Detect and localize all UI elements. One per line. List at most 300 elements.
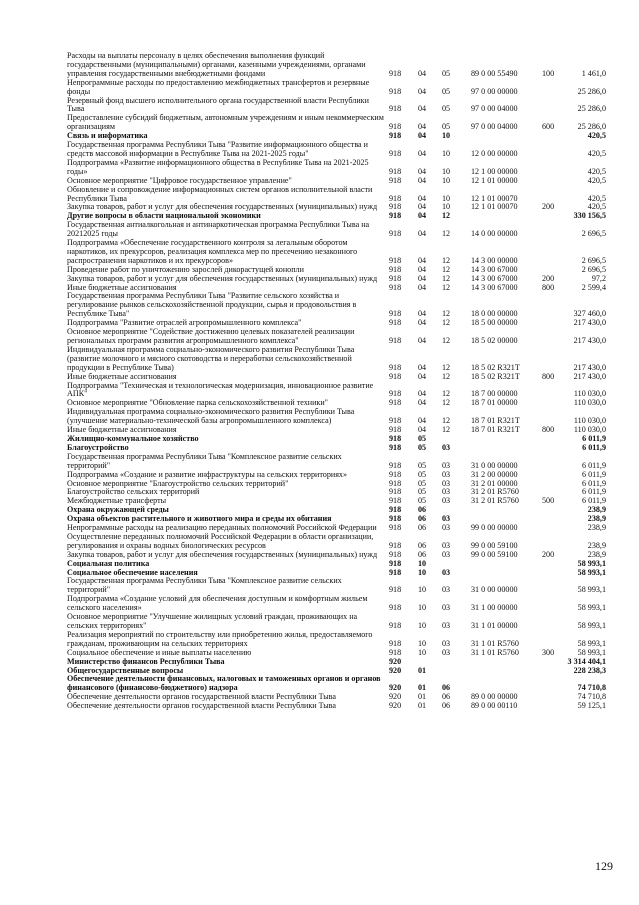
row-amount: 217 430,0: [573, 362, 606, 372]
row-expense-type-code: 800: [542, 425, 555, 435]
table-row: [0, 702, 639, 711]
row-subsection-code: 12: [442, 389, 451, 399]
row-amount: 420,5: [587, 202, 606, 212]
row-name: Благоустройство: [67, 442, 129, 452]
row-amount: 238,9: [587, 549, 606, 559]
row-subsection-code: 12: [442, 398, 451, 408]
row-name: Благоустройство сельских территорий: [67, 487, 200, 497]
row-ved-code: 918: [389, 558, 402, 568]
row-name: Другие вопросы в области национальной экономики: [67, 211, 261, 221]
row-expense-type-code: 800: [542, 371, 555, 381]
row-ved-code: 918: [389, 442, 402, 452]
row-target-code: 31 2 01 R5760: [471, 487, 519, 497]
row-target-code: 97 0 00 00000: [471, 86, 518, 96]
row-amount: 58 993,1: [577, 647, 606, 657]
row-subsection-code: 12: [442, 425, 451, 435]
row-section-code: 10: [418, 638, 427, 648]
row-amount: 110 030,0: [573, 398, 606, 408]
row-amount: 238,9: [587, 523, 606, 533]
row-target-code: 99 0 00 59100: [471, 549, 518, 559]
row-subsection-code: 03: [442, 621, 451, 630]
row-name: Социальное обеспечение населения: [67, 567, 198, 577]
row-target-code: 18 0 00 00000: [471, 309, 518, 319]
row-section-code: 05: [418, 469, 427, 479]
row-section-code: 05: [418, 478, 427, 488]
row-subsection-code: 03: [442, 540, 451, 550]
row-target-code: 12 1 01 00070: [471, 193, 518, 203]
row-name: Общегосударственные вопросы: [67, 665, 184, 675]
row-target-code: 97 0 00 04000: [471, 104, 518, 114]
row-ved-code: 920: [389, 683, 402, 693]
row-name: Проведение работ по уничтожению зарослей дикорастущей конопли: [67, 264, 304, 274]
row-subsection-code: 06: [442, 701, 451, 711]
row-ved-code: 918: [389, 131, 402, 141]
row-amount: 58 993,1: [577, 603, 606, 613]
row-subsection-code: 10: [442, 166, 451, 176]
row-section-code: 10: [418, 647, 427, 657]
row-ved-code: 918: [389, 255, 402, 265]
row-name: Социальная политика: [67, 558, 150, 568]
row-target-code: 89 0 00 00110: [471, 701, 518, 711]
row-amount: 420,5: [587, 175, 606, 185]
row-name: Охрана окружающей среды: [67, 505, 169, 515]
row-subsection-code: 03: [442, 478, 451, 488]
row-name: Закупка товаров, работ и услуг для обеспечения государственных (муниципальных) нужд: [67, 273, 378, 283]
row-subsection-code: 03: [442, 549, 451, 559]
table-row: [0, 52, 639, 79]
row-name: Предоставление субсидий бюджетным, автономным учреждениям и иным некоммерческим организациям: [67, 113, 384, 132]
row-section-code: 04: [418, 202, 427, 212]
row-amount: 2 599,4: [581, 282, 606, 292]
row-target-code: 18 5 02 R321T: [471, 362, 520, 372]
row-name: Подпрограмма "Техническая и технологическая модернизация, инновационное развитие АПК": [67, 380, 374, 399]
row-name: Реализация мероприятий по строительству или приобретению жилья, предоставляемого гражданам, проживающим на сельских территориях: [67, 629, 373, 648]
row-section-code: 04: [418, 282, 427, 292]
table-row: [0, 613, 639, 631]
row-target-code: 31 2 01 00000: [471, 478, 518, 488]
row-subsection-code: 03: [442, 496, 451, 506]
row-amount: 6 011,9: [582, 496, 606, 506]
row-amount: 6 011,9: [582, 442, 606, 452]
row-ved-code: 918: [389, 398, 402, 408]
row-target-code: 12 1 00 00000: [471, 166, 518, 176]
row-amount: 110 030,0: [573, 425, 606, 435]
row-amount: 420,5: [587, 131, 606, 141]
row-ved-code: 918: [389, 585, 402, 595]
table-row: [0, 453, 639, 471]
row-ved-code: 918: [389, 416, 402, 426]
row-ved-code: 918: [389, 318, 402, 328]
row-target-code: 31 1 01 00000: [471, 621, 518, 630]
row-ved-code: 918: [389, 567, 402, 577]
row-amount: 330 156,5: [573, 211, 606, 221]
row-amount: 2 696,5: [581, 264, 606, 274]
table-row: [0, 141, 639, 159]
row-section-code: 04: [418, 131, 427, 141]
row-amount: 58 993,1: [577, 621, 606, 630]
row-ved-code: 918: [389, 371, 402, 381]
row-section-code: 06: [418, 540, 427, 550]
row-name: Основное мероприятие "Цифровое государственное управление": [67, 175, 292, 185]
row-amount: 6 011,9: [582, 478, 606, 488]
row-target-code: 14 3 00 67000: [471, 282, 518, 292]
row-ved-code: 918: [389, 487, 402, 497]
table-row: [0, 159, 639, 177]
table-row: [0, 292, 639, 319]
page-number: 129: [595, 859, 613, 873]
row-section-code: 10: [418, 603, 427, 613]
table-row: [0, 328, 639, 346]
row-name: Иные бюджетные ассигнования: [67, 371, 177, 381]
row-name: Обеспечение деятельности органов государственной власти Республики Тыва: [67, 701, 336, 711]
row-subsection-code: 12: [442, 416, 451, 426]
row-ved-code: 918: [389, 193, 402, 203]
row-name: Подпрограмма «Развитие информационного общества в Республике Тыва на 2021-2025 годы»: [67, 157, 369, 176]
row-subsection-code: 12: [442, 273, 451, 283]
row-amount: 6 011,9: [582, 460, 606, 470]
row-target-code: 99 0 00 59100: [471, 540, 518, 550]
row-ved-code: 918: [389, 211, 402, 221]
row-subsection-code: 03: [442, 514, 451, 524]
row-subsection-code: 10: [442, 148, 451, 158]
row-name: Непрограммные расходы по предоставлению межбюджетных трансфертов и резервные фонды: [67, 77, 370, 96]
table-row: [0, 577, 639, 595]
row-ved-code: 918: [389, 273, 402, 283]
row-section-code: 05: [418, 487, 427, 497]
row-amount: 25 286,0: [577, 104, 606, 114]
row-name: Закупка товаров, работ и услуг для обеспечения государственных (муниципальных) нужд: [67, 549, 378, 559]
row-name: Подпрограмма «Обеспечение государственного контроля за легальным оборотом наркотиков, их прекурсоров, реализация комплекса мер по пресечению незаконного распространения наркотиков и их прекурсоров»: [67, 238, 358, 265]
row-ved-code: 920: [389, 656, 402, 666]
row-amount: 228 238,3: [573, 665, 606, 675]
row-subsection-code: 12: [442, 211, 451, 221]
row-section-code: 04: [418, 148, 427, 158]
row-section-code: 10: [418, 567, 427, 577]
row-name: Социальное обеспечение и иные выплаты населению: [67, 647, 252, 657]
row-section-code: 04: [418, 425, 427, 435]
row-amount: 58 993,1: [577, 638, 606, 648]
row-section-code: 06: [418, 514, 427, 524]
row-amount: 110 030,0: [573, 416, 606, 426]
row-ved-code: 918: [389, 175, 402, 185]
row-section-code: 01: [418, 692, 427, 702]
row-name: Основное мероприятие "Содействие достижению целевых показателей реализации региональных программ развития агропромышленного комплекса": [67, 327, 355, 345]
row-ved-code: 918: [389, 122, 402, 132]
row-amount: 6 011,9: [582, 487, 606, 497]
row-name: Иные бюджетные ассигнования: [67, 282, 177, 292]
row-expense-type-code: 300: [542, 647, 555, 657]
row-name: Жилищно-коммунальное хозяйство: [67, 433, 199, 443]
row-amount: 1 461,0: [581, 68, 606, 78]
row-subsection-code: 05: [442, 104, 451, 114]
row-section-code: 04: [418, 68, 427, 78]
row-ved-code: 918: [389, 202, 402, 212]
row-target-code: 14 3 00 67000: [471, 264, 518, 274]
row-target-code: 97 0 00 04000: [471, 122, 518, 132]
row-expense-type-code: 200: [542, 202, 555, 212]
row-ved-code: 918: [389, 86, 402, 96]
row-amount: 2 696,5: [581, 255, 606, 265]
row-expense-type-code: 800: [542, 282, 555, 292]
row-amount: 110 030,0: [573, 389, 606, 399]
row-name: Государственная программа Республики Тыва "Комплексное развитие сельских территорий": [67, 451, 342, 470]
row-section-code: 05: [418, 496, 427, 506]
table-row: [0, 97, 639, 115]
row-section-code: 04: [418, 86, 427, 96]
row-target-code: 31 0 00 00000: [471, 585, 518, 595]
row-subsection-code: 12: [442, 309, 451, 319]
row-amount: 420,5: [587, 193, 606, 203]
row-ved-code: 920: [389, 701, 402, 711]
row-subsection-code: 03: [442, 487, 451, 497]
row-subsection-code: 12: [442, 362, 451, 372]
row-name: Министерство финансов Республики Тыва: [67, 656, 225, 666]
row-section-code: 04: [418, 416, 427, 426]
row-subsection-code: 12: [442, 229, 451, 239]
row-section-code: 10: [418, 585, 427, 595]
row-name: Связь и информатика: [67, 131, 148, 141]
row-target-code: 12 1 01 00070: [471, 202, 518, 212]
row-section-code: 05: [418, 442, 427, 452]
row-target-code: 12 1 01 00000: [471, 175, 518, 185]
row-section-code: 04: [418, 166, 427, 176]
row-subsection-code: 12: [442, 318, 451, 328]
row-amount: 58 993,1: [577, 567, 606, 577]
row-target-code: 18 7 01 R321T: [471, 416, 520, 426]
row-subsection-code: 10: [442, 202, 451, 212]
row-section-code: 04: [418, 193, 427, 203]
row-subsection-code: 03: [442, 442, 451, 452]
row-name: Индивидуальная программа социально-экономического развития Республики Тыва (улучшение материально-технической базы агропромышленного комплекса): [67, 407, 355, 426]
table-row: [0, 186, 639, 204]
row-amount: 238,9: [587, 514, 606, 524]
row-name: Обеспечение деятельности органов государственной власти Республики Тыва: [67, 692, 336, 702]
row-ved-code: 918: [389, 229, 402, 239]
row-name: Расходы на выплаты персоналу в целях обеспечения выполнения функций государственными (муниципальными) органами, казенными учреждениями, органами управления государственными внебюджетными фондами: [67, 51, 366, 78]
row-section-code: 06: [418, 523, 427, 533]
row-amount: 6 011,9: [582, 433, 606, 443]
row-subsection-code: 05: [442, 86, 451, 96]
row-target-code: 18 7 01 00000: [471, 398, 518, 408]
row-subsection-code: 03: [442, 460, 451, 470]
row-amount: 58 993,1: [577, 558, 606, 568]
table-row: [0, 114, 639, 132]
row-subsection-code: 12: [442, 264, 451, 274]
row-target-code: 18 7 01 R321T: [471, 425, 520, 435]
row-name: Основное мероприятие "Благоустройство сельских территорий": [67, 478, 289, 488]
row-subsection-code: 12: [442, 371, 451, 381]
row-name: Обеспечение деятельности финансовых, налоговых и таможенных органов и органов финансового (финансово-бюджетного) надзора: [67, 674, 381, 693]
row-ved-code: 918: [389, 469, 402, 479]
row-amount: 59 125,1: [577, 701, 606, 711]
row-section-code: 01: [418, 701, 427, 711]
row-ved-code: 918: [389, 148, 402, 158]
row-name: Подпрограмма "Развитие отраслей агропромышленного комплекса": [67, 318, 302, 328]
row-amount: 25 286,0: [577, 86, 606, 96]
row-ved-code: 920: [389, 692, 402, 702]
row-name: Резервный фонд высшего исполнительного органа государственной власти Республики Тыва: [67, 95, 369, 114]
row-target-code: 31 1 00 00000: [471, 603, 518, 613]
row-section-code: 04: [418, 371, 427, 381]
row-target-code: 14 0 00 00000: [471, 229, 518, 239]
row-section-code: 04: [418, 362, 427, 372]
table-row: [0, 595, 639, 613]
row-name: Закупка товаров, работ и услуг для обеспечения государственных (муниципальных) нужд: [67, 202, 378, 212]
row-ved-code: 918: [389, 336, 402, 345]
row-amount: 25 286,0: [577, 122, 606, 132]
row-section-code: 05: [418, 433, 427, 443]
row-target-code: 18 5 02 00000: [471, 336, 518, 345]
row-section-code: 04: [418, 273, 427, 283]
row-ved-code: 918: [389, 621, 402, 630]
row-amount: 238,9: [587, 540, 606, 550]
row-ved-code: 918: [389, 264, 402, 274]
row-subsection-code: 10: [442, 131, 451, 141]
row-section-code: 04: [418, 318, 427, 328]
row-name: Индивидуальная программа социально-экономического развития Республики Тыва (развитие молочного и мясного скотоводства и переработки сельскохозяйственной продукции в Республике Тыва): [67, 344, 355, 372]
row-section-code: 04: [418, 175, 427, 185]
row-section-code: 04: [418, 104, 427, 114]
row-section-code: 06: [418, 549, 427, 559]
row-ved-code: 920: [389, 665, 402, 675]
row-section-code: 04: [418, 122, 427, 132]
row-section-code: 04: [418, 264, 427, 274]
row-target-code: 14 3 00 67000: [471, 273, 518, 283]
row-ved-code: 918: [389, 460, 402, 470]
table-row: [0, 631, 639, 649]
row-target-code: 31 0 00 00000: [471, 460, 518, 470]
row-target-code: 31 2 01 R5760: [471, 496, 519, 506]
row-ved-code: 918: [389, 309, 402, 319]
row-subsection-code: 12: [442, 282, 451, 292]
row-section-code: 04: [418, 398, 427, 408]
row-name: Обновление и сопровождение информационных систем органов исполнительной власти Республики Тыва: [67, 184, 373, 203]
row-subsection-code: 05: [442, 68, 451, 78]
row-subsection-code: 12: [442, 255, 451, 265]
row-amount: 3 314 404,1: [567, 656, 606, 666]
row-expense-type-code: 200: [542, 549, 555, 559]
row-ved-code: 918: [389, 425, 402, 435]
row-name: Межбюджетные трансферты: [67, 496, 167, 506]
table-row: [0, 79, 639, 97]
row-section-code: 10: [418, 558, 427, 568]
row-target-code: 18 5 00 00000: [471, 318, 518, 328]
row-amount: 238,9: [587, 505, 606, 515]
row-amount: 97,2: [591, 273, 606, 283]
row-amount: 217 430,0: [573, 318, 606, 328]
row-amount: 58 993,1: [577, 585, 606, 595]
row-expense-type-code: 100: [542, 68, 555, 78]
row-target-code: 31 1 01 R5760: [471, 647, 519, 657]
row-ved-code: 918: [389, 362, 402, 372]
table-row: [0, 533, 639, 551]
row-ved-code: 918: [389, 549, 402, 559]
row-target-code: 18 5 02 R321T: [471, 371, 520, 381]
row-ved-code: 918: [389, 603, 402, 613]
row-section-code: 04: [418, 229, 427, 239]
table-row: [0, 382, 639, 400]
row-name: Государственная программа Республики Тыва "Развитие сельского хозяйства и регулирование рынков сельскохозяйственной продукции, сырья и продовольствия в Республике Тыва": [67, 291, 357, 319]
row-subsection-code: 03: [442, 469, 451, 479]
row-ved-code: 918: [389, 68, 402, 78]
row-name: Государственная антиалкогольная и антинаркотическая программа Республики Тыва на 20212025 годы: [67, 220, 370, 239]
row-name: Подпрограмма «Создание и развитие инфраструктуры на сельских территориях»: [67, 469, 348, 479]
row-ved-code: 918: [389, 282, 402, 292]
row-subsection-code: 03: [442, 523, 451, 533]
row-name: Иные бюджетные ассигнования: [67, 425, 177, 435]
row-target-code: 31 2 00 00000: [471, 469, 518, 479]
row-amount: 2 696,5: [581, 229, 606, 239]
row-section-code: 04: [418, 389, 427, 399]
row-target-code: 12 0 00 00000: [471, 148, 518, 158]
row-amount: 74 710,8: [577, 692, 606, 702]
row-amount: 327 460,0: [573, 309, 606, 319]
row-ved-code: 918: [389, 104, 402, 114]
row-section-code: 04: [418, 309, 427, 319]
row-expense-type-code: 500: [542, 496, 555, 506]
row-subsection-code: 03: [442, 585, 451, 595]
row-target-code: 89 0 00 00000: [471, 692, 518, 702]
row-name: Осуществление переданных полномочий Российской Федерации в области организации, регулирования и охраны водных биологических ресурсов: [67, 531, 374, 550]
row-ved-code: 918: [389, 647, 402, 657]
row-name: Непрограммные расходы на реализацию переданных полномочий Российской Федерации: [67, 523, 377, 533]
table-row: [0, 408, 639, 426]
row-subsection-code: 10: [442, 193, 451, 203]
row-ved-code: 918: [389, 389, 402, 399]
row-amount: 420,5: [587, 166, 606, 176]
row-subsection-code: 03: [442, 647, 451, 657]
row-name: Охрана объектов растительного и животного мира и среды их обитания: [67, 514, 332, 524]
row-section-code: 06: [418, 505, 427, 515]
budget-table: [0, 52, 639, 711]
row-expense-type-code: 200: [542, 273, 555, 283]
row-ved-code: 918: [389, 478, 402, 488]
table-row: [0, 346, 639, 373]
row-subsection-code: 03: [442, 567, 451, 577]
row-ved-code: 918: [389, 638, 402, 648]
row-name: Государственная программа Республики Тыва "Комплексное развитие сельских территорий": [67, 576, 342, 595]
row-section-code: 01: [418, 665, 427, 675]
row-ved-code: 918: [389, 433, 402, 443]
row-target-code: 99 0 00 00000: [471, 523, 518, 533]
row-ved-code: 918: [389, 496, 402, 506]
row-ved-code: 918: [389, 523, 402, 533]
row-section-code: 04: [418, 255, 427, 265]
row-subsection-code: 03: [442, 603, 451, 613]
row-target-code: 14 3 00 00000: [471, 255, 518, 265]
row-amount: 217 430,0: [573, 371, 606, 381]
row-section-code: 10: [418, 621, 427, 630]
row-section-code: 05: [418, 460, 427, 470]
row-name: Государственная программа Республики Тыва "Развитие информационного общества и средств массовой информации в Республике Тыва на 2021-2025 годы": [67, 140, 368, 158]
table-row: [0, 239, 639, 266]
row-amount: 6 011,9: [582, 469, 606, 479]
table-row: [0, 221, 639, 239]
row-subsection-code: 03: [442, 638, 451, 648]
row-subsection-code: 05: [442, 122, 451, 132]
row-target-code: 31 1 01 R5760: [471, 638, 519, 648]
row-amount: 74 710,8: [577, 683, 606, 693]
table-row: [0, 675, 639, 693]
row-name: Основное мероприятие "Обновление парка сельскохозяйственной техники": [67, 398, 328, 408]
row-ved-code: 918: [389, 540, 402, 550]
row-name: Основное мероприятие "Улучшение жилищных условий граждан, проживающих на сельских территориях": [67, 612, 358, 630]
row-subsection-code: 06: [442, 692, 451, 702]
row-ved-code: 918: [389, 166, 402, 176]
row-amount: 420,5: [587, 148, 606, 158]
row-subsection-code: 10: [442, 175, 451, 185]
row-ved-code: 918: [389, 505, 402, 515]
